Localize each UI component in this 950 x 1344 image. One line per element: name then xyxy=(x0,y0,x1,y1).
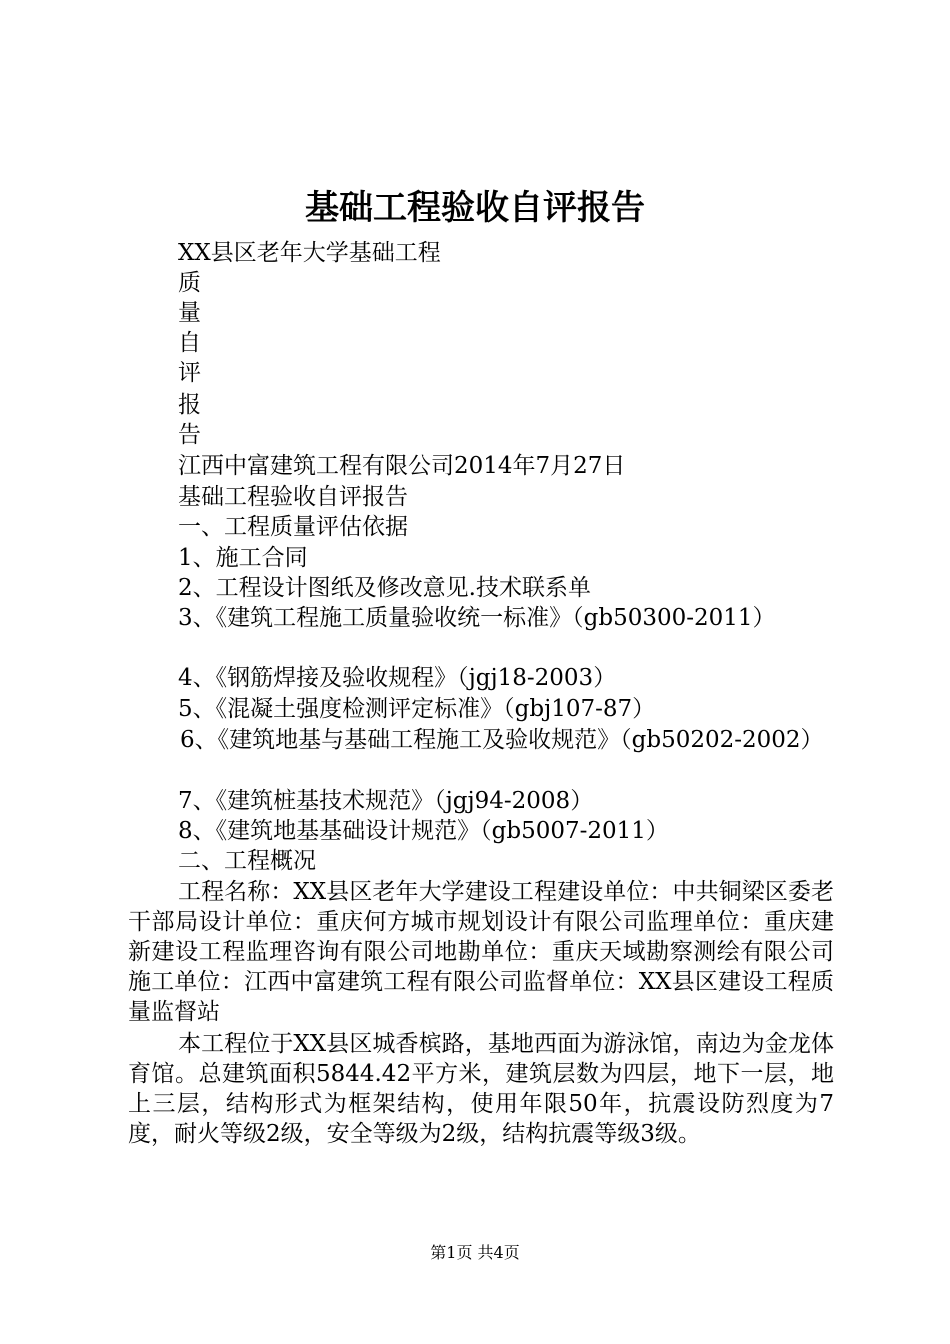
vertical-title-char: 报 xyxy=(178,392,201,418)
vertical-title-char: 自 xyxy=(178,330,201,356)
page-title: 基础工程验收自评报告 xyxy=(305,188,645,228)
location-paragraph: 本工程位于XX县区城香槟路，基地西面为游泳馆，南边为金龙体育馆。总建筑面积5844.42平方米，建筑层数为四层，地下一层，地上三层，结构形式为框架结构，使用年限50年，抗震设防烈度为7度，耐火等级2级，安全等级为2级，结构抗震等级3级。 xyxy=(128,1031,834,1147)
basis-item: 4、《钢筋焊接及验收规程》（jgj18-2003） xyxy=(178,665,617,691)
basis-item: 3、《建筑工程施工质量验收统一标准》（gb50300-2011） xyxy=(178,605,776,631)
basis-item: 1、施工合同 xyxy=(178,545,308,571)
company-date: 江西中富建筑工程有限公司2014年7月27日 xyxy=(178,453,626,479)
basis-item: 2、工程设计图纸及修改意见.技术联系单 xyxy=(178,575,591,601)
basis-item: 7、《建筑桩基技术规范》（jgj94-2008） xyxy=(178,788,594,814)
overview-paragraph: 工程名称：XX县区老年大学建设工程建设单位：中共铜梁区委老干部局设计单位：重庆何方城市规划设计有限公司监理单位：重庆建新建设工程监理咨询有限公司地勘单位：重庆天域勘察测绘有限公司施工单位：江西中富建筑工程有限公司监督单位：XX县区建设工程质量监督站 xyxy=(128,879,834,1025)
vertical-title-char: 质 xyxy=(178,270,201,296)
page-footer: 第1页 共4页 xyxy=(430,1243,520,1262)
section-heading: 一、工程质量评估依据 xyxy=(178,514,408,540)
section-heading: 二、工程概况 xyxy=(178,848,316,874)
basis-item: 5、《混凝土强度检测评定标准》（gbj107-87） xyxy=(178,696,656,722)
vertical-title-char: 告 xyxy=(178,422,201,448)
vertical-title-char: 评 xyxy=(178,360,201,386)
project-name: XX县区老年大学基础工程 xyxy=(178,240,441,266)
vertical-title-char: 量 xyxy=(178,300,201,326)
report-subtitle: 基础工程验收自评报告 xyxy=(178,484,408,510)
basis-item: 8、《建筑地基基础设计规范》（gb5007-2011） xyxy=(178,818,669,844)
basis-item: 6、《建筑地基与基础工程施工及验收规范》（gb50202-2002） xyxy=(180,727,824,753)
